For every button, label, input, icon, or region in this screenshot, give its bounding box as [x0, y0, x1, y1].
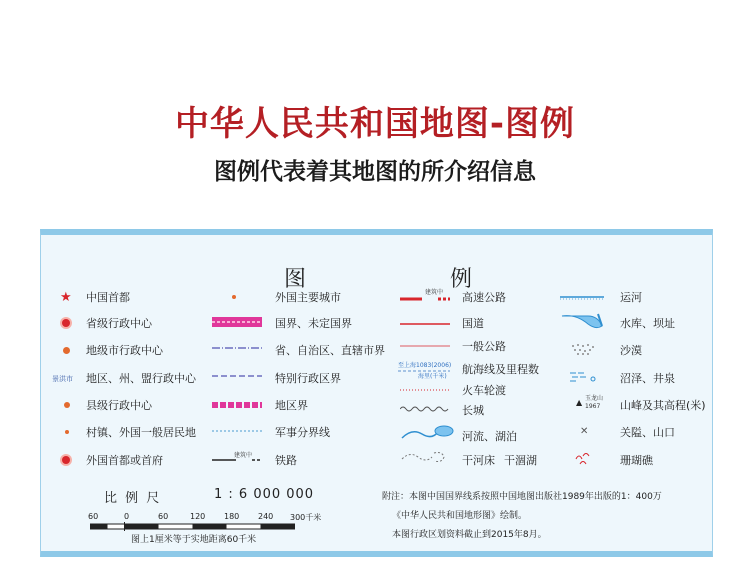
ringed-dot-icon [62, 456, 70, 464]
great-wall-icon [400, 405, 450, 413]
scale-tick-label: 240 [258, 512, 274, 521]
legend-label-foreign-city: 外国主要城市 [275, 291, 341, 304]
legend-label-village: 村镇、外国一般居民地 [86, 426, 196, 439]
legend-label-reservoir: 水库、坝址 [620, 317, 675, 330]
scale-tick-label: 300千米 [290, 513, 322, 522]
legend-label-ordinary-road: 一般公路 [462, 340, 506, 353]
sar-border-icon [212, 373, 262, 379]
legend-label-region-center: 地区、州、盟行政中心 [86, 372, 196, 385]
railway-sample-label: 建筑中 [234, 452, 253, 459]
legend-label-capital: 中国首都 [86, 291, 130, 304]
train-ferry-icon [400, 387, 450, 393]
scale-bar [90, 522, 302, 532]
legend-label-peak: 山峰及其高程(米) [620, 399, 706, 412]
note-line-3: 本图行政区划资料截止到2015年8月。 [392, 530, 547, 540]
legend-heading-left: 图 [284, 267, 307, 292]
peak-sample-name: 玉龙山 [585, 395, 604, 402]
peak-sample-elevation: 1967 [585, 403, 601, 410]
scale-tick-label: 0 [124, 512, 130, 521]
legend-label-swamp-spring: 沼泽、井泉 [620, 372, 675, 385]
scale-tick-label: 60 [158, 512, 169, 521]
note-line-2: 《中华人民共和国地形图》绘制。 [392, 511, 528, 521]
swamp-spring-icon [568, 369, 598, 385]
legend-label-provincial-border: 省、自治区、直辖市界 [275, 344, 385, 357]
scale-caption: 图上1厘米等于实地距离60千米 [131, 535, 257, 545]
page-subtitle: 图例代表着其地图的所介绍信息 [214, 159, 536, 185]
coral-reef-icon [574, 451, 594, 467]
scale-tick-label: 60 [88, 512, 99, 521]
note-line-1: 附注：本图中国国界线系按照中国地图出版社1989年出版的1：400万 [382, 492, 662, 502]
peak-icon: ▲ [576, 398, 583, 407]
legend-label-desert: 沙漠 [620, 344, 642, 357]
ordinary-road-icon [400, 343, 450, 349]
legend-label-foreign-capital: 外国首都或首府 [86, 454, 163, 467]
scale-tick-label: 120 [190, 512, 206, 521]
legend-label-national-border: 国界、未定国界 [275, 317, 352, 330]
legend-label-coral-reef: 珊瑚礁 [620, 454, 653, 467]
legend-label-provincial-center: 省级行政中心 [86, 317, 152, 330]
river-lake-icon [400, 424, 456, 442]
legend-heading-right: 例 [450, 267, 473, 292]
national-border-icon [212, 315, 262, 329]
prefecture-border-icon [212, 400, 262, 410]
legend-label-sea-route: 航海线及里程数 [462, 363, 539, 376]
legend-label-railway: 铁路 [275, 454, 297, 467]
legend-label-county-center: 县级行政中心 [86, 399, 152, 412]
legend-label-train-ferry: 火车轮渡 [462, 384, 506, 397]
desert-icon [570, 342, 596, 356]
national-road-icon [400, 321, 450, 327]
scale-tick-label: 180 [224, 512, 240, 521]
legend-label-sar-border: 特别行政区界 [275, 372, 341, 385]
dot-icon [64, 402, 70, 408]
dot-icon [63, 347, 70, 354]
legend-label-dry-lake: 干涸湖 [504, 454, 537, 467]
scale-ratio: 1 : 6 000 000 [214, 487, 315, 502]
reservoir-icon [560, 310, 606, 334]
legend-label-prefecture-border: 地区界 [275, 399, 308, 412]
small-dot-icon [65, 430, 69, 434]
ringed-dot-icon [62, 319, 70, 327]
sea-route-sample-top: 至上海1083(2006) [398, 362, 452, 369]
expressway-sample-label: 建筑中 [425, 289, 444, 296]
legend-label-national-road: 国道 [462, 317, 484, 330]
scale-label: 比 例 尺 [104, 491, 162, 506]
legend-label-canal: 运河 [620, 291, 642, 304]
legend-sheet [40, 229, 713, 557]
legend-label-prefecture-city: 地级市行政中心 [86, 344, 163, 357]
sea-route-sample-bottom: 海里(千米) [418, 373, 447, 380]
small-dot-icon [232, 295, 236, 299]
expressway-icon [400, 296, 450, 302]
legend-label-pass: 关隘、山口 [620, 426, 675, 439]
canal-icon [560, 294, 604, 300]
provincial-border-icon [212, 345, 262, 351]
legend-label-expressway: 高速公路 [462, 291, 506, 304]
legend-label-military-line: 军事分界线 [275, 426, 330, 439]
legend-label-great-wall: 长城 [462, 404, 484, 417]
star-icon: ★ [60, 290, 72, 305]
legend-label-river-lake: 河流、湖泊 [462, 430, 517, 443]
page-title: 中华人民共和国地图-图例 [174, 104, 576, 144]
military-line-icon [212, 428, 262, 434]
legend-label-dry-riverbed: 干河床 [462, 454, 495, 467]
town-name-icon: 景洪市 [52, 375, 73, 383]
dry-riverbed-icon [400, 449, 456, 465]
pass-icon: ✕ [580, 426, 589, 437]
